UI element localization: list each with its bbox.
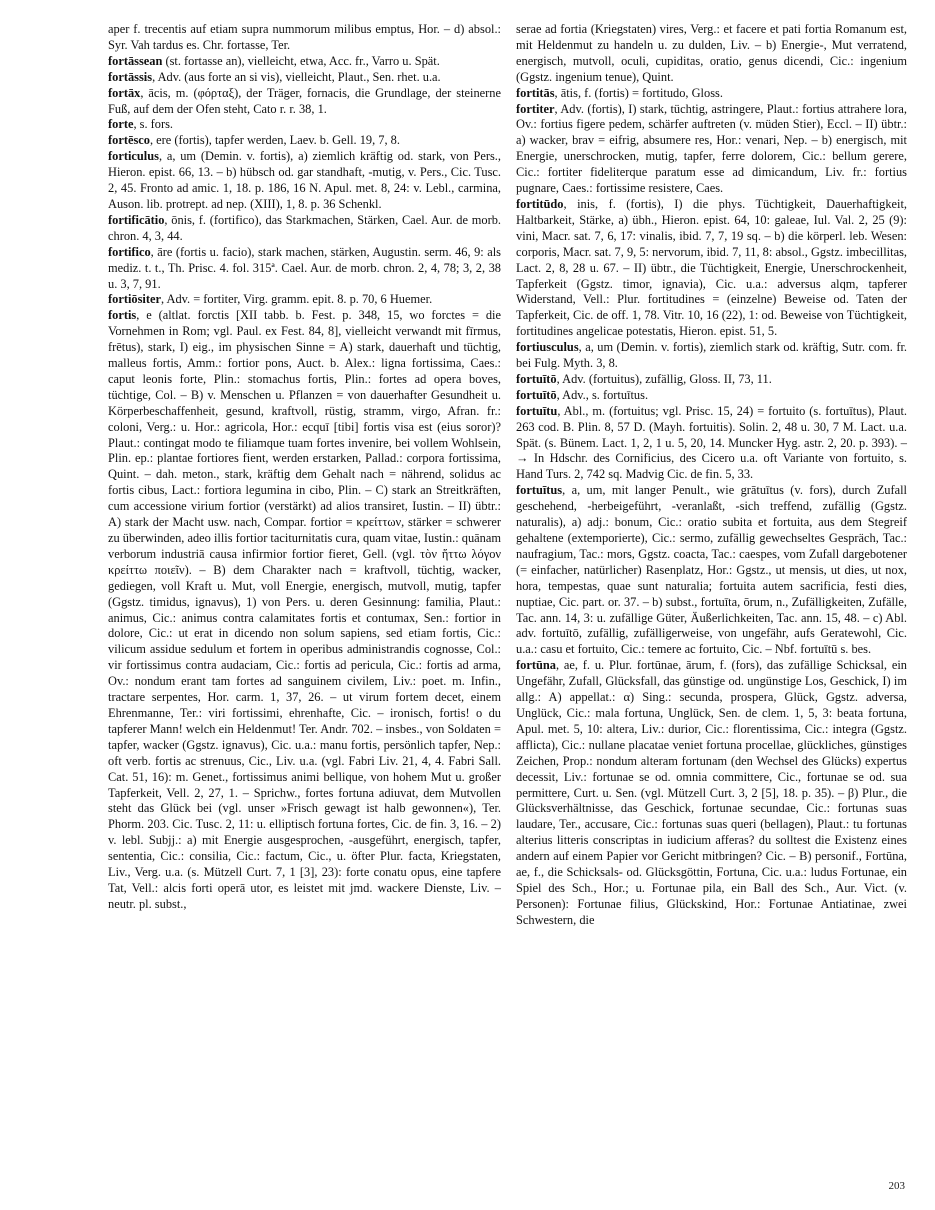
headword: fortēsco: [108, 133, 150, 148]
entry-text: , Adv. (fortis), I) stark, tüchtig, astringere, Plaut.: fortius attrahere lora, Ov.: fortius figere pedem, schärfer auftreten (v. müden Stier), Eccl. – II) übtr.: a) wacker, brav = eifrig, absumere res, Hor.: venari, Nep. – b) energisch, mit Energie, unerschrocken, mutig, tapfer, ferre dolorem, Cic.: bellum gerere, Cic.: fortiter fideliterque paratum esse ad dimicandum, Liv. fr.: fortius pugnare, Caes.: fortissime resistere, Caes.: [516, 101, 907, 196]
entry-text: (st. fortasse an), vielleicht, etwa, Acc. fr., Varro u. Spät.: [162, 53, 440, 68]
entry-text: , Adv. = fortiter, Virg. gramm. epit. 8. p. 70, 6 Huemer.: [160, 292, 433, 307]
entry: [516, 483, 907, 658]
entry: [516, 102, 907, 197]
entry: [516, 197, 907, 340]
headword: fortūna: [516, 658, 556, 673]
headword: fortitūdo: [516, 196, 564, 211]
right-column: [516, 22, 907, 929]
headword: fortiusculus: [516, 340, 579, 355]
headword: forte: [108, 117, 134, 132]
headword: fortificātio: [108, 212, 165, 227]
entry-text: , ātis, f. (fortis) = fortitudo, Gloss.: [554, 85, 723, 100]
headword: fortitās: [516, 85, 555, 100]
entry-text: , Adv., s. fortuītus.: [556, 387, 649, 402]
entry: [108, 54, 501, 70]
headword: fortāssis: [108, 69, 153, 84]
entry: [516, 388, 907, 404]
entry: [108, 308, 501, 912]
entry-text: , a, um (Demin. v. fortis), a) ziemlich kräftig od. stark, von Pers., Hieron. epist. 66, 13. – b) hübsch od. gar standhaft, -mutig, v. Pers., Cic. Tusc. 2, 45. Fronto ad amic. 1, 18. p. 186, 16 N. Apul. met. 8, 24: v. Lebl., carmina, Auson. lib. protrept. ad nep. (XIII), 1, 8. p. 36 Schenkl.: [108, 149, 501, 211]
entry: [516, 86, 907, 102]
entry: [108, 22, 501, 54]
entry-text: , Adv. (aus forte an si vis), vielleicht, Plaut., Sen. rhet. u.a.: [152, 69, 441, 84]
headword: fortis: [108, 308, 137, 323]
entry: [108, 292, 501, 308]
entry: [108, 70, 501, 86]
entry-text: , inis, f. (fortis), I) die phys. Tüchtigkeit, Dauerhaftigkeit, Haltbarkeit, Stärke, a) übh., Hieron. epist. 64, 10: galeae, Iul. Val. 2, 25 (9): vini, Macr. sat. 7, 6, 17: vinalis, ibid. 7, 7, 19 sq. – b) die körperl. leb. Wesen: corporis, Macr. sat. 7, 9, 5: nervorum, ibid. 7, 11, 8: absol., Ggstz. imbecillitas, Lact. 2, 8, 28 u. 67. – II) übtr., die Tüchtigkeit, Energie, Unerschrockenheit, Tapferkeit (Ggstz. timor, ignavia), Cic. u.a.: adversus alqm, tapferer Widerstand, Vell.: Plur. fortitudines = (einzelne) Beweise od. Taten der Tapferkeit, Cic. de off. 1, 78. Vitr. 10, 16 (22), 1: od. Beweise von Tüchtigkeit, fortitudines angelicae potestatis, Hieron. epist. 51, 5.: [516, 196, 907, 339]
entry-text: , ōnis, f. (fortifico), das Starkmachen, Stärken, Cael. Aur. de morb. chron. 4, 3, 44.: [108, 212, 501, 243]
headword: fortiōsiter: [108, 292, 161, 307]
entry: [516, 658, 907, 928]
entry-text: , s. fors.: [133, 117, 174, 132]
headword: fortuītō: [516, 387, 557, 402]
entry: [108, 86, 501, 118]
headword: fortifico: [108, 244, 151, 259]
entry-text: , a, um, mit langer Penult., wie grātuītus (v. fors), durch Zufall geschehend, -herbeigeführt, -veranlaßt, -sich treffend, zufällig (Ggstz. naturalis), a) adj.: bonum, Cic.: oratio subita et fortuita, aus dem Stegreif gehaltene (extemporierte), Cic.: sermo, zufällig gewechseltes Gespräch, Tac.: naufragium, Tac.: mors, Ggstz. coacta, Tac.: caespes, vom Zufall dargebotener (= einfacher, natürlicher) Rasenplatz, Hor.: Ggstz., ut mensis, ut dies, ut nox, hora, tempestas, quae sunt naturalia; fortuita autem sacrificia, festi dies, nuptiae, Cic. part. or. 37. – b) subst., fortuīta, ōrum, n., Zufälligkeiten, Zufälle, Tac. ann. 14, 3: u. zufällige Güter, Äußerlichkeiten, Tac. ann. 15, 48. – c) Abl. adv. fortuītō, zufällig, zufälligerweise, von ungefähr, aufs Geratewohl, Cic. u.a.: casu et fortuito, Cic.: temere ac fortuito, Cic. – Nbf. fortuītū s. bes.: [516, 483, 907, 657]
entry: [108, 245, 501, 293]
entry-text: , Adv. (fortuitus), zufällig, Gloss. II, 73, 11.: [556, 371, 772, 386]
entry: [108, 133, 501, 149]
entry: [516, 404, 907, 484]
headword: fortāssean: [108, 53, 163, 68]
entry-text: , e (altlat. forctis [XII tabb. b. Fest. p. 348, 15, wo forctes = die Vornehmen in Rom; vgl. Paul. ex Fest. 84, 8], vielleicht verwandt mit fīrmus, frētus), stark, I) eig., im physischen Sinne = A) stark, dauerhaft und tüchtig, malleus fortis, Amm.: fortior pons, Auct. b. Alex.: ligna fortissima, Caes.: caput leonis forte, Plin.: stomachus fortis, Plin.: fortes ad opera boves, tüchtige, Col. – B) v. Menschen u. Pflanzen = von dauerhafter Gesundheit u. Körperbeschaffenheit, gesund, kraftvoll, rüstig, stramm, virgo, Afran. fr.: coloni, Verg.: u. Hor.: agricola, Hor.: ecquī [tibi] fortis visa est (eius soror)? Plaut.: contingat modo te filiamque tuam fortes invenire, bei vollem Wohlsein, Plin. ep.: plantae fortiores fient, werden erstarken, Pallad.: corpora fortissima, Quint. – dah. meton., stark, kräftig dem Gehalt nach = nährend, solidus ac fortis cibus, Lact.: fortiora legumina in cibo, Plin. – C) stark an Streitkräften, cum accessione virium fortior (verstärkt) ad alios transiret, Iustin. – II) übtr.: A) stark der Macht usw. nach, Compar. fortior = κρείττων, stärker = schwerer zu überwinden, adeo illis fortior taciturnitatis cura, quam vitae, Iustin.: quānam verborum industriā causa infirmior fortior fieret, Gell. (vgl. τὸν ἥττω λόγον κρείττω ποιεῖν). – B) dem Charakter nach = kraftvoll, tüchtig, wacker, gediegen, voll Kraft u. Mut, voll Energie, energisch, mutvoll, mutig, tapfer (Ggstz. timidus, ignavus), 1) von Pers. u. deren Gesinnung: familia, Plaut.: animus, Cic.: animus contra calamitates fortis et contumax, Sen.: fortior in dolore, Cic.: ut erat in dicendo non solum sapiens, sed etiam fortis, Cic.: vilicum assidue sedulum et fortem in operibus administrandis cognosse, Col.: vir fortissimus contra audaciam, Cic.: fortis ad pericula, Cic.: fortis ad arma, Ov.: nondum erant tam fortes ad sanguinem civilem, Liv.: poet. m. Infin., tractare serpentes, Hor. carm. 1, 37, 26. – ut virum fortem decet, einem Ehrenmanne, Ter.: viri fortissimi, ehrenhafte, Cic. – ironisch, fortis! o du tapferer Mann! welch ein Heldenmut! Ter. Andr. 702. – insbes., von Soldaten = tapfer, wacker (Ggstz. ignavus), Cic. u.a.: manu fortis, persönlich tapfer, Nep.: oft verb. fortis ac strenuus, Cic., Liv. u.a. (vgl. Fabri Liv. 21, 4, 4. Fabri Sall. Cat. 51, 16): m. Genet., fortissimus animi bellique, von hohem Mut u. großer Tapferkeit, Vell. 2, 27, 1. – Sprichw., fortes fortuna adiuvat, dem Mutvollen steht das Glück bei (vgl. unser »Frisch gewagt ist halb gewonnen«), Ter. Phorm. 203. Cic. Tusc. 2, 11: u. elliptisch fortuna fortes, Cic. de fin. 3, 16. – 2) v. lebl. Subjj.: a) mit Energie ausgesprochen, -ausgeführt, energisch, tapfer, sententia, Cic.: consilia, Cic.: factum, Cic., u. öfter Plur. facta, Kriegstaten, Liv., Verg. u.a. (s. Mützell Curt. 7, 1 [3], 23): forte conatu opus, eine tapfere Tat, Vell.: alcis forti operā utor, es leistet mit jmd. wackere Dienste, Liv. – neutr. pl. subst.,: [108, 308, 501, 911]
page-number: 203: [888, 1180, 905, 1192]
entry: [516, 340, 907, 372]
entry: [108, 213, 501, 245]
headword: fortuītus: [516, 483, 563, 498]
entry-text: , ae, f. u. Plur. fortūnae, ārum, f. (fors), das zufällige Schicksal, ein Ungefähr, Zufall, Glücksfall, das günstige od. ungünstige Los, Geschick, I) im allg.: A) appellat.: α) Sing.: secunda, prospera, Glück, Ggstz. adversa, Unglück, Cic.: mala fortuna, Unglück, Sen. de clem. 1, 5, 3: beata fortuna, Apul. met. 5, 10: altera, Liv.: durior, Cic.: florentissima, Cic.: integra (Ggstz. afflicta), Cic.: nullane placatae veniet fortuna procellae, glückliches, günstiges Zeichen, Prop.: nondum alteram fortunam (den Wechsel des Glücks) expertus decessit, Liv.: fortunae se od. omnia committere, Cic., fortunae se od. sua permittere, Curt. u. Sen. (vgl. Mützell Curt. 3, 2 [5], 18. p. 35). – β) Plur., die Glücksverhältnisse, das Geschick, fortunae secundae, Cic.: fortunas suas laudare, Ter., accusare, Cic.: fortunas suas queri (bellagen), Plaut.: tu fortunas alterius litteris conscriptas in iudicium afferas? du solltest die Existenz eines andern auf einem Papier vor Gericht mitbringen? Cic. – B) personif., Fortūna, ae, f., die Schicksals- od. Glücksgöttin, Fortuna, Cic. u.a.: ludus Fortunae, ein Spiel des Sch., Hor.; u. Fortunae pila, ein Ball des Sch., Aur. Vict. (v. Personen): Fortunae filius, Glückskind, Hor.: Fortunae Antiatinae, zwei Schwestern, die: [516, 658, 907, 927]
headword: fortiter: [516, 101, 555, 116]
headword: forticulus: [108, 149, 159, 164]
headword: fortāx: [108, 85, 141, 100]
entry: [108, 117, 501, 133]
headword: fortuītō: [516, 371, 557, 386]
entry-text: aper f. trecentis auf etiam supra nummorum milibus emptus, Hor. – d) absol.: Syr. Vah tardus es. Chr. fortasse, Ter.: [108, 22, 501, 52]
entry-text: serae ad fortia (Kriegstaten) vires, Verg.: et facere et pati fortia Romanum est, mit Heldenmut zu handeln u. zu dulden, Liv. – b) Energie-, Mut verratend, energisch, mutvoll, oculi, cupiditas, oratio, genus dicendi, Cic.: ingenium (Ggstz. ingenium tenue), Quint.: [516, 22, 907, 84]
entry-text: , āre (fortis u. facio), stark machen, stärken, Augustin. serm. 46, 9: als mediz. t. t., Th. Prisc. 4. fol. 315ª. Cael. Aur. de morb. chron. 2, 4, 78; 3, 2, 38 u. 3, 7, 91.: [108, 244, 501, 291]
entry-text: , ācis, m. (φόρταξ), der Träger, fornacis, die Grundlage, der steinerne Fuß, auf dem der Ofen steht, Cato r. r. 38, 1.: [108, 85, 501, 116]
entry: [516, 22, 907, 86]
headword: fortuītu: [516, 403, 558, 418]
entry-text: , Abl., m. (fortuitus; vgl. Prisc. 15, 24) = fortuito (s. fortuītus), Plaut. 263 cod. B. Plin. 8, 57 D. (Mayh. fortuitis). Solin. 2, 48 u. 30, 7 M. Lact. u.a. Spät. (s. Bünem. Lact. 1, 2, 1 u. 5, 20, 14. Muncker Hyg. astr. 2, 20. p. 393). – → In Hdschr. des Cornificius, des Cicero u.a. oft Variante von fortuito, s. Hand Turs. 2, 742 sq. Madvig Cic. de fin. 5, 33.: [516, 403, 907, 482]
entry-text: , a, um (Demin. v. fortis), ziemlich stark od. kräftig, Sutr. com. fr. bei Fulg. Myth. 3, 8.: [516, 340, 907, 371]
left-column: [108, 22, 501, 913]
entry: [516, 372, 907, 388]
entry: [108, 149, 501, 213]
entry-text: , ere (fortis), tapfer werden, Laev. b. Gell. 19, 7, 8.: [149, 133, 400, 148]
